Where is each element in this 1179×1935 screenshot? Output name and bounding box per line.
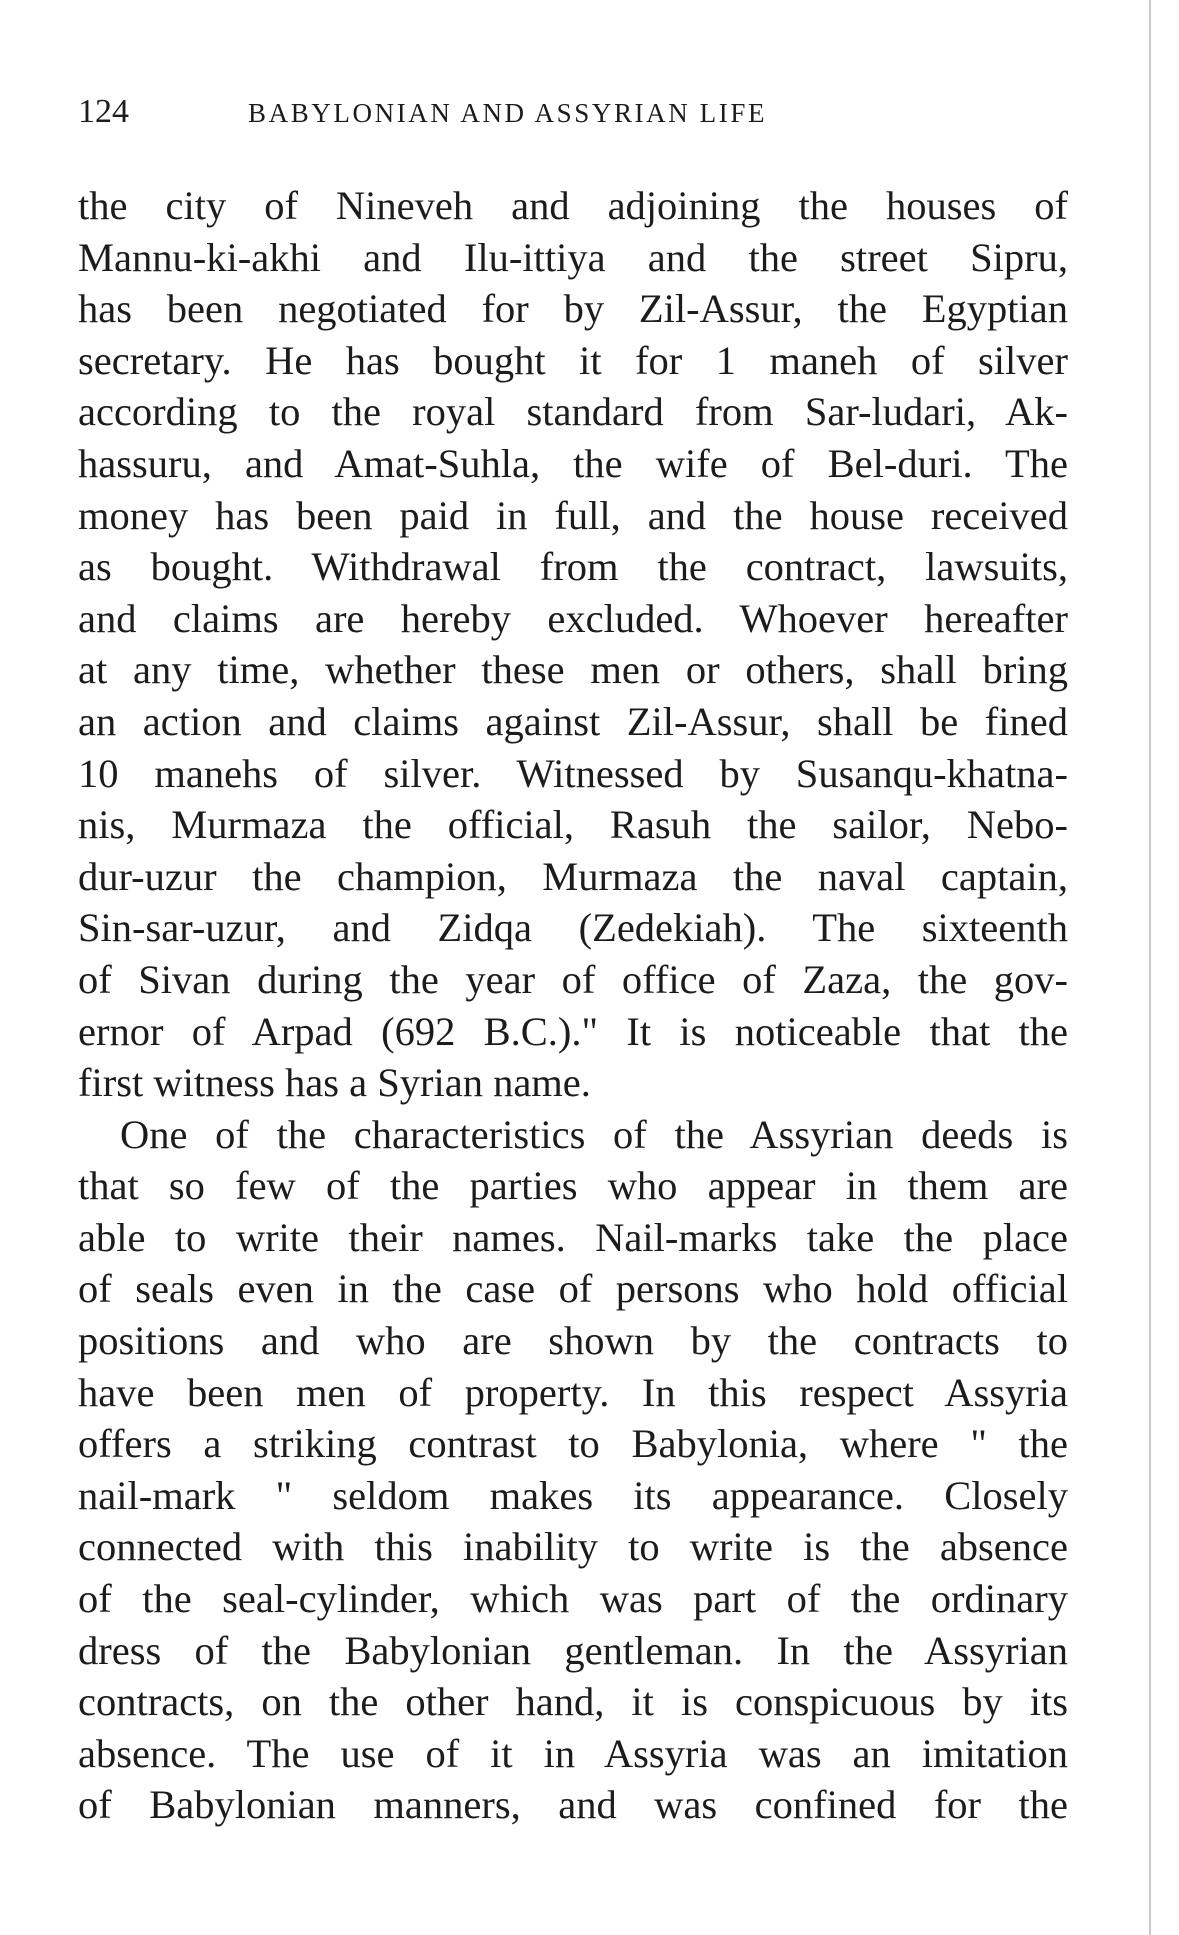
text-line: as bought. Withdrawal from the contract, lawsuits, [78, 544, 1068, 590]
text-line: able to write their names. Nail-marks take the place [78, 1214, 1068, 1260]
paragraph-end-line: first witness has a Syrian name. [78, 1060, 591, 1106]
page-edge-line [1149, 0, 1151, 1935]
text-line: secretary. He has bought it for 1 maneh of silver [78, 337, 1068, 383]
text-line: has been negotiated for by Zil-Assur, the Egyptian [78, 286, 1068, 332]
text-line: positions and who are shown by the contracts to [78, 1318, 1068, 1364]
text-line: ernor of Arpad (692 B.C.)." It is noticeable that the [78, 1008, 1068, 1054]
text-line: hassuru, and Amat-Suhla, the wife of Bel-duri. The [78, 440, 1068, 486]
text-line: of the seal-cylinder, which was part of the ordinary [78, 1576, 1068, 1622]
text-line: and claims are hereby excluded. Whoever hereafter [78, 595, 1068, 641]
text-line: of Sivan during the year of office of Zaza, the gov- [78, 956, 1068, 1002]
text-line: nail-mark " seldom makes its appearance. Closely [78, 1472, 1068, 1518]
text-line: nis, Murmaza the official, Rasuh the sailor, Nebo- [78, 802, 1068, 848]
page-number: 124 [78, 93, 129, 130]
text-line: offers a striking contrast to Babylonia, where " the [78, 1421, 1068, 1467]
running-head [78, 92, 1078, 132]
text-line: Mannu-ki-akhi and Ilu-ittiya and the street Sipru, [78, 234, 1068, 280]
text-line: 10 manehs of silver. Witnessed by Susanqu-khatna- [78, 750, 1068, 796]
text-line: that so few of the parties who appear in them are [78, 1163, 1068, 1209]
text-line: connected with this inability to write is the absence [78, 1524, 1068, 1570]
running-title: BABYLONIAN AND ASSYRIAN LIFE [248, 98, 768, 128]
text-line: according to the royal standard from Sar-ludari, Ak- [78, 389, 1068, 435]
paragraph-start-line: One of the characteristics of the Assyrian deeds is [120, 1111, 1068, 1157]
text-line: Sin-sar-uzur, and Zidqa (Zedekiah). The sixteenth [78, 905, 1068, 951]
text-line: contracts, on the other hand, it is conspicuous by its [78, 1679, 1068, 1725]
text-line: at any time, whether these men or others, shall bring [78, 647, 1068, 693]
text-line: of seals even in the case of persons who hold official [78, 1266, 1068, 1312]
text-line: dur-uzur the champion, Murmaza the naval captain, [78, 853, 1068, 899]
text-line: dress of the Babylonian gentleman. In the Assyrian [78, 1627, 1068, 1673]
body-text [78, 180, 1068, 1831]
text-line: an action and claims against Zil-Assur, shall be fined [78, 698, 1068, 744]
text-line: absence. The use of it in Assyria was an imitation [78, 1730, 1068, 1776]
text-line: have been men of property. In this respect Assyria [78, 1369, 1068, 1415]
text-line: the city of Nineveh and adjoining the houses of [78, 183, 1068, 228]
text-line: money has been paid in full, and the house received [78, 492, 1068, 538]
text-line: of Babylonian manners, and was confined for the [78, 1782, 1068, 1828]
